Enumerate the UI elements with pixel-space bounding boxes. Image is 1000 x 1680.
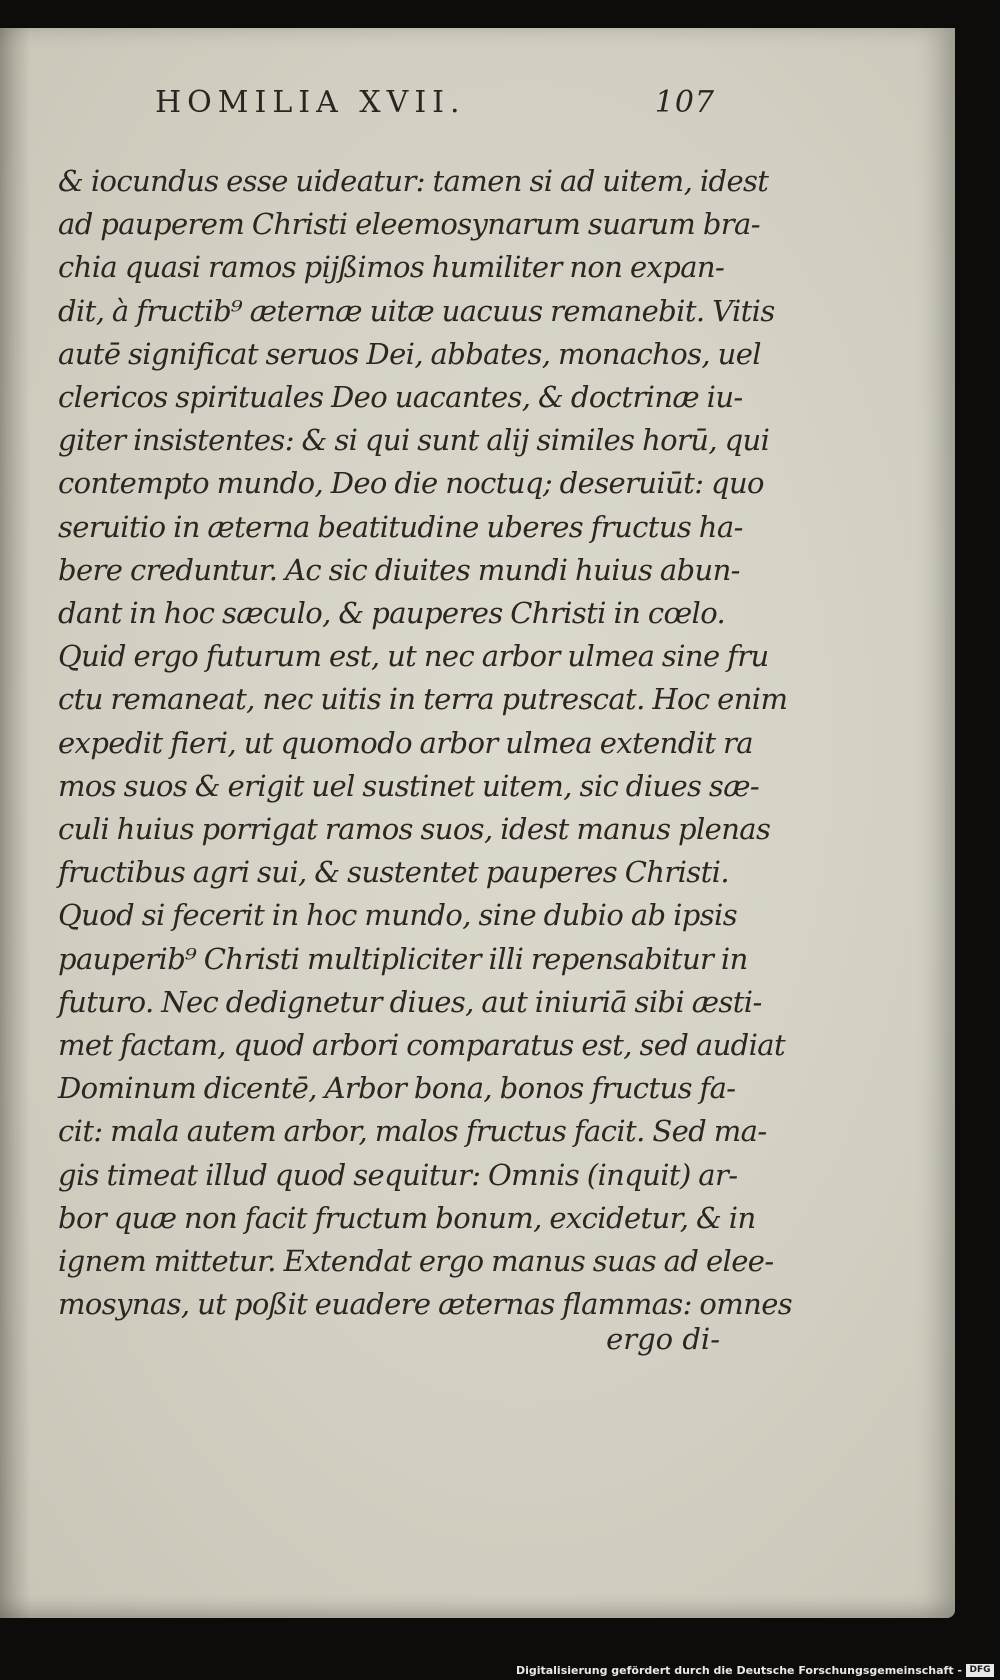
- catchword: ergo di-: [606, 1322, 720, 1356]
- text-line: & iocundus esse uideatur: tamen si ad uitem, idest: [58, 164, 769, 198]
- text-line: Quod si fecerit in hoc mundo, sine dubio ab ipsis: [58, 898, 737, 933]
- text-line: expedit fieri, ut quomodo arbor ulmea extendit ra: [58, 725, 754, 760]
- text-line: chia quasi ramos pijßimos humiliter non expan-: [58, 250, 725, 285]
- text-line: Quid ergo futurum est, ut nec arbor ulmea sine fru: [58, 639, 769, 674]
- text-line: fructibus agri sui, & sustentet pauperes Christi.: [58, 855, 729, 890]
- funding-credit: Digitalisierung gefördert durch die Deutsche Forschungsgemeinschaft -: [515, 1664, 962, 1677]
- text-line: ctu remaneat, nec uitis in terra putrescat. Hoc enim: [58, 682, 788, 717]
- text-line: ad pauperem Christi eleemosynarum suarum bra-: [58, 207, 760, 242]
- text-line: ignem mittetur. Extendat ergo manus suas ad elee-: [58, 1244, 774, 1279]
- page-header: [155, 85, 715, 125]
- dfg-logo: DFG: [966, 1664, 994, 1677]
- text-line: Dominum dicentē, Arbor bona, bonos fructus fa-: [58, 1071, 736, 1106]
- folio-number: 107: [654, 85, 715, 120]
- text-line: pauperib⁹ Christi multipliciter illi repensabitur in: [58, 941, 748, 976]
- text-line: bere creduntur. Ac sic diuites mundi huius abun-: [58, 552, 740, 587]
- text-line: cit: mala autem arbor, malos fructus facit. Sed ma-: [58, 1114, 767, 1149]
- text-line: mosynas, ut poßit euadere æternas flammas: omnes: [58, 1287, 793, 1322]
- text-line: giter insistentes: & si qui sunt alij similes horū, qui: [58, 423, 770, 458]
- text-line: dant in hoc sæculo, & pauperes Christi in cœlo.: [58, 596, 726, 631]
- text-line: mos suos & erigit uel sustinet uitem, sic diues sæ-: [58, 768, 760, 803]
- text-line: culi huius porrigat ramos suos, idest manus plenas: [58, 812, 771, 847]
- running-title: HOMILIA XVII.: [155, 85, 466, 120]
- text-line: clericos spirituales Deo uacantes, & doctrinæ iu-: [58, 380, 743, 415]
- text-line: seruitio in æterna beatitudine uberes fructus ha-: [58, 509, 743, 544]
- text-line: contempto mundo, Deo die noctuq; deseruiūt: quo: [58, 466, 764, 501]
- body-text: [58, 160, 793, 1326]
- footer-bar: [0, 1660, 1000, 1680]
- text-line: bor quæ non facit fructum bonum, excidetur, & in: [58, 1200, 756, 1235]
- text-line: met factam, quod arbori comparatus est, sed audiat: [58, 1028, 786, 1063]
- gutter-shadow: [0, 28, 30, 1618]
- text-line: futuro. Nec dedignetur diues, aut iniuriā sibi æsti-: [58, 984, 762, 1019]
- text-line: dit, à fructib⁹ æternæ uitæ uacuus remanebit. Vitis: [58, 293, 775, 328]
- text-line: autē significat seruos Dei, abbates, monachos, uel: [58, 336, 761, 371]
- text-line: gis timeat illud quod sequitur: Omnis (inquit) ar-: [58, 1157, 738, 1192]
